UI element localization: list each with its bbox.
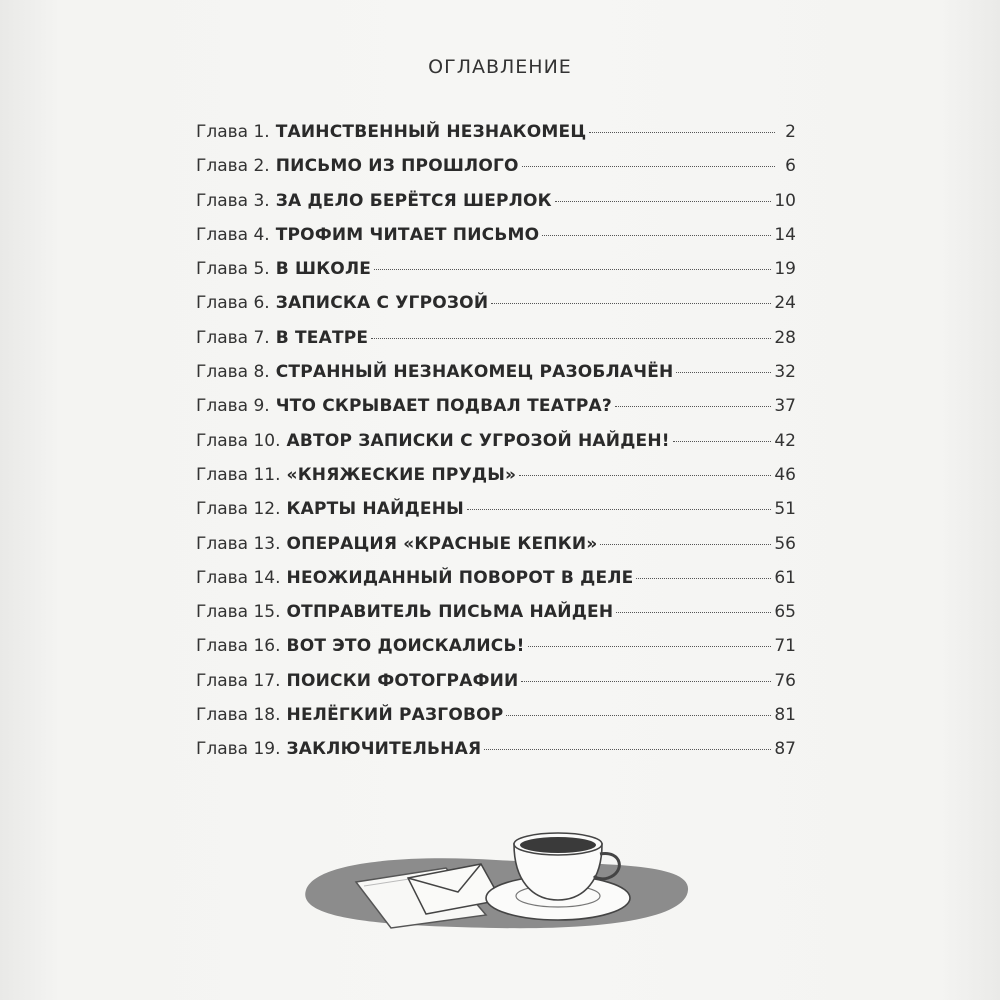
- dot-leader: [374, 269, 771, 270]
- chapter-number: Глава 13.: [196, 533, 281, 554]
- dot-leader: [371, 338, 771, 339]
- toc-entry[interactable]: [196, 328, 796, 362]
- chapter-number: Глава 14.: [196, 567, 281, 588]
- dot-leader: [491, 303, 771, 304]
- dot-leader: [600, 544, 771, 545]
- dot-leader: [467, 509, 771, 510]
- toc-entry[interactable]: [196, 705, 796, 739]
- toc-entry[interactable]: [196, 534, 796, 568]
- toc-entry[interactable]: [196, 156, 796, 190]
- chapter-title: ПИСЬМО ИЗ ПРОШЛОГО: [275, 156, 519, 177]
- toc-entry[interactable]: [196, 431, 796, 465]
- chapter-number: Глава 7.: [196, 327, 270, 348]
- chapter-number: Глава 2.: [196, 156, 270, 177]
- page-number: 76: [774, 670, 796, 691]
- chapter-title: СТРАННЫЙ НЕЗНАКОМЕЦ РАЗОБЛАЧЁН: [275, 362, 674, 383]
- chapter-title: ЗА ДЕЛО БЕРЁТСЯ ШЕРЛОК: [275, 190, 552, 211]
- toc-entry[interactable]: [196, 362, 796, 396]
- toc-entry[interactable]: [196, 259, 796, 293]
- chapter-number: Глава 6.: [196, 293, 270, 314]
- chapter-title: В ШКОЛЕ: [275, 259, 372, 280]
- dot-leader: [528, 646, 772, 647]
- page-title: ОГЛАВЛЕНИЕ: [428, 56, 572, 78]
- chapter-number: Глава 16.: [196, 636, 281, 657]
- dot-leader: [615, 406, 771, 407]
- toc-entry[interactable]: [196, 602, 796, 636]
- page-number: 2: [785, 122, 796, 142]
- chapter-number: Глава 3.: [196, 190, 270, 211]
- page-number: 10: [774, 190, 796, 211]
- toc-entry[interactable]: [196, 499, 796, 533]
- page-number: 81: [774, 705, 796, 726]
- toc-entry[interactable]: [196, 122, 796, 156]
- dot-leader: [484, 749, 771, 750]
- chapter-title: НЕЛЁГКИЙ РАЗГОВОР: [286, 705, 504, 726]
- page-number: 61: [774, 567, 796, 588]
- chapter-title: ОПЕРАЦИЯ «КРАСНЫЕ КЕПКИ»: [286, 533, 598, 554]
- chapter-number: Глава 10.: [196, 430, 281, 451]
- chapter-title: ТРОФИМ ЧИТАЕТ ПИСЬМО: [275, 224, 540, 245]
- toc-entry[interactable]: [196, 465, 796, 499]
- toc-entry[interactable]: [196, 636, 796, 670]
- toc-entry[interactable]: [196, 293, 796, 327]
- dot-leader: [506, 715, 771, 716]
- page-number: 19: [774, 259, 796, 280]
- dot-leader: [522, 166, 775, 167]
- chapter-number: Глава 8.: [196, 362, 270, 383]
- page-number: 6: [785, 156, 796, 177]
- dot-leader: [589, 132, 775, 133]
- dot-leader: [676, 372, 771, 373]
- chapter-number: Глава 9.: [196, 396, 270, 417]
- chapter-title: В ТЕАТРЕ: [275, 327, 369, 348]
- dot-leader: [636, 578, 771, 579]
- page-number: 51: [774, 499, 796, 520]
- page-number: 87: [774, 739, 796, 760]
- chapter-title: ОТПРАВИТЕЛЬ ПИСЬМА НАЙДЕН: [286, 602, 614, 623]
- chapter-number: Глава 17.: [196, 670, 281, 691]
- chapter-title: ВОТ ЭТО ДОИСКАЛИСЬ!: [286, 636, 525, 657]
- dot-leader: [555, 201, 772, 202]
- dot-leader: [542, 235, 771, 236]
- dot-leader: [521, 681, 771, 682]
- toc-entry[interactable]: [196, 396, 796, 430]
- page-number: 42: [774, 430, 796, 451]
- dot-leader: [673, 441, 772, 442]
- toc-entry[interactable]: [196, 225, 796, 259]
- chapter-title: КАРТЫ НАЙДЕНЫ: [286, 499, 464, 520]
- page-number: 28: [774, 327, 796, 348]
- page-number: 46: [774, 464, 796, 485]
- chapter-number: Глава 4.: [196, 224, 270, 245]
- chapter-title: ЗАКЛЮЧИТЕЛЬНАЯ: [286, 739, 482, 760]
- chapter-title: ЧТО СКРЫВАЕТ ПОДВАЛ ТЕАТРА?: [275, 396, 612, 417]
- chapter-title: «КНЯЖЕСКИЕ ПРУДЫ»: [286, 464, 517, 485]
- toc-entry[interactable]: [196, 739, 796, 773]
- toc-list: [196, 122, 796, 774]
- chapter-title: ЗАПИСКА С УГРОЗОЙ: [275, 293, 489, 314]
- page-number: 24: [774, 293, 796, 314]
- chapter-title: ТАИНСТВЕННЫЙ НЕЗНАКОМЕЦ: [275, 122, 587, 142]
- page-number: 56: [774, 533, 796, 554]
- chapter-number: Глава 1.: [196, 122, 270, 142]
- chapter-number: Глава 15.: [196, 602, 281, 623]
- page-number: 14: [774, 224, 796, 245]
- dot-leader: [519, 475, 771, 476]
- chapter-title: НЕОЖИДАННЫЙ ПОВОРОТ В ДЕЛЕ: [286, 567, 634, 588]
- toc-entry[interactable]: [196, 568, 796, 602]
- page-number: 32: [774, 362, 796, 383]
- toc-entry[interactable]: [196, 671, 796, 705]
- page-number: 71: [774, 636, 796, 657]
- teacup-and-letter-icon: [296, 820, 696, 944]
- chapter-number: Глава 5.: [196, 259, 270, 280]
- chapter-number: Глава 11.: [196, 464, 281, 485]
- chapter-title: АВТОР ЗАПИСКИ С УГРОЗОЙ НАЙДЕН!: [286, 430, 670, 451]
- page-number: 65: [774, 602, 796, 623]
- chapter-number: Глава 18.: [196, 705, 281, 726]
- chapter-number: Глава 19.: [196, 739, 281, 760]
- toc-entry[interactable]: [196, 191, 796, 225]
- page-number: 37: [774, 396, 796, 417]
- chapter-number: Глава 12.: [196, 499, 281, 520]
- chapter-title: ПОИСКИ ФОТОГРАФИИ: [286, 670, 519, 691]
- dot-leader: [616, 612, 771, 613]
